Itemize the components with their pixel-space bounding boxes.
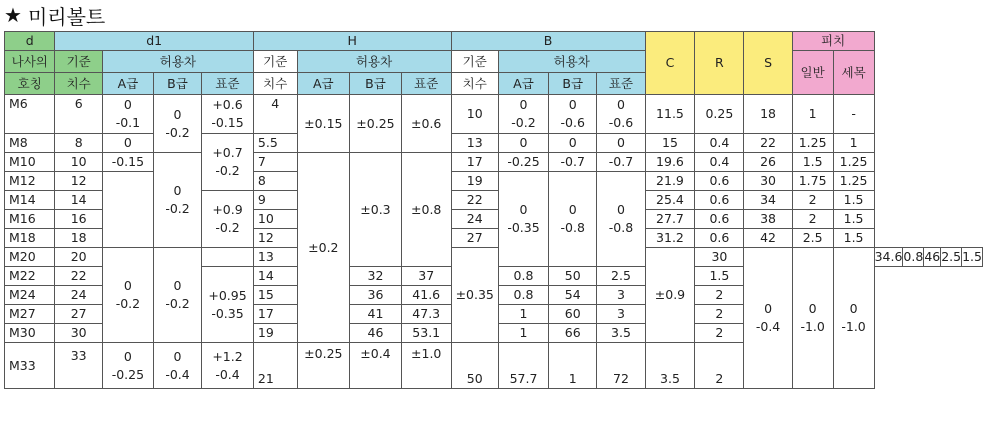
header-s: S [744,32,792,95]
cell-h-std: ±0.8 [401,153,451,267]
cell-s: 30 [744,172,792,191]
cell-d1-basic: 22 [55,267,102,286]
header-r: R [695,32,744,95]
cell-c: 15 [645,134,695,153]
cell-h-basic: 17 [253,305,297,324]
cell-pitch-fine: 1.25 [833,153,874,172]
cell-pitch-fine: - [833,95,874,134]
header-d1-gijun-1: 기준 [55,51,102,73]
cell-pitch-fine: 1.5 [833,229,874,248]
cell-c: 21.9 [645,172,695,191]
header-nasa-1: 나사의 [5,51,55,73]
cell-designation: M10 [5,153,55,172]
cell-d1-std: +0.6 -0.15 [202,95,254,134]
cell-b-basic: 19 [451,172,498,191]
header-b-gijun-1: 기준 [451,51,498,73]
cell-designation: M30 [5,324,55,343]
cell-b-a: 0 -0.35 [498,172,548,267]
cell-r: 0.25 [695,95,744,134]
cell-s: 42 [744,229,792,248]
header-h-a: A급 [297,73,350,95]
cell-b-std: 0 -0.6 [597,95,645,134]
cell-d1-basic: 20 [55,248,102,267]
cell-b-b: 0 [549,134,597,153]
cell-s: 54 [549,286,597,305]
cell-h-basic: 9 [253,191,297,210]
header-b-std: 표준 [597,73,645,95]
cell-designation: M16 [5,210,55,229]
header-b-tolerance: 허용차 [498,51,645,73]
cell-h-std: ±1.0 [401,343,451,389]
cell-s: 38 [744,210,792,229]
cell-pitch-normal: 2 [792,210,833,229]
cell-pitch-normal: 2.5 [792,229,833,248]
cell-s: 22 [744,134,792,153]
cell-pitch-fine: 2 [695,324,744,343]
header-d1-std: 표준 [202,73,254,95]
cell-h-basic: 19 [253,324,297,343]
cell-h-a: ±0.2 [297,153,350,343]
cell-pitch-normal: 3 [597,305,645,324]
title-text: 미리볼트 [27,4,106,29]
cell-s: 34 [744,191,792,210]
cell-designation: M8 [5,134,55,153]
cell-r: 0.6 [695,191,744,210]
cell-b-std: 0 -0.8 [597,172,645,267]
cell-designation: M12 [5,172,55,191]
header-h: H [253,32,451,51]
cell-d1-b: 0 -0.4 [153,343,201,389]
cell-h-a: ±0.15 [297,95,350,153]
cell-h-basic: 15 [253,286,297,305]
header-d1-a: A급 [102,73,153,95]
cell-pitch-fine: 2 [695,286,744,305]
cell-b-a: 0 -0.4 [744,248,792,389]
header-b-a: A급 [498,73,548,95]
cell-r: 1 [549,343,597,389]
cell-pitch-normal: 3 [597,286,645,305]
cell-designation: M18 [5,229,55,248]
cell-pitch-fine: 1.5 [962,248,983,267]
cell-d1-a: 0 -0.2 [102,248,153,343]
cell-b-b: 0 -0.8 [549,172,597,267]
cell-c: 11.5 [645,95,695,134]
cell-designation: M14 [5,191,55,210]
header-h-b: B급 [350,73,402,95]
cell-h-basic: 7 [253,153,297,172]
cell-c: 53.1 [401,324,451,343]
cell-r: 0.6 [695,229,744,248]
cell-r: 0.6 [695,210,744,229]
cell-d1-b: 0 -0.2 [153,153,201,248]
cell-pitch-normal: 1.75 [792,172,833,191]
cell-s: 66 [549,324,597,343]
header-h-gijun-2: 치수 [253,73,297,95]
cell-c: 57.7 [498,343,548,389]
cell-pitch-normal: 1.25 [792,134,833,153]
cell-d1-a: -0.15 [102,153,153,172]
cell-pitch-fine: 2 [695,305,744,324]
cell-h-basic: 4 [253,95,297,134]
cell-h-basic: 10 [253,210,297,229]
cell-c: 41.6 [401,286,451,305]
cell-b-b: 0 -0.6 [549,95,597,134]
cell-designation: M20 [5,248,55,267]
cell-designation: M33 [5,343,55,389]
cell-h-b: ±0.35 [451,248,498,343]
cell-designation: M6 [5,95,55,134]
cell-b-std: 0 -1.0 [833,248,874,389]
cell-designation: M27 [5,305,55,324]
cell-b-b: 0 -1.0 [792,248,833,389]
cell-pitch-normal: 1.5 [792,153,833,172]
cell-d1-b: 0 -0.2 [153,95,201,153]
cell-r: 1 [498,305,548,324]
cell-c: 47.3 [401,305,451,324]
header-d1-gijun-2: 치수 [55,73,102,95]
header-b-b: B급 [549,73,597,95]
cell-pitch-fine: 2 [695,343,744,389]
cell-r: 0.4 [695,134,744,153]
star-icon: ★ [4,3,22,27]
bolt-spec-table [4,31,983,389]
header-nasa-2: 호칭 [5,73,55,95]
cell-d1-a: 0 -0.25 [102,343,153,389]
cell-d1-basic: 24 [55,286,102,305]
cell-d1-basic: 10 [55,153,102,172]
cell-r: 0.6 [695,172,744,191]
cell-b-basic: 41 [350,305,402,324]
cell-c: 25.4 [645,191,695,210]
cell-b-basic: 13 [451,134,498,153]
cell-b-std: 0 [597,134,645,153]
cell-s: 72 [597,343,645,389]
cell-d1-basic: 14 [55,191,102,210]
header-b-gijun-2: 치수 [451,73,498,95]
cell-b-basic: 30 [695,248,744,267]
cell-s: 46 [924,248,941,267]
cell-s: 26 [744,153,792,172]
cell-b-basic: 10 [451,95,498,134]
cell-designation: M22 [5,267,55,286]
cell-pitch-fine: 1.5 [833,191,874,210]
cell-h-std: ±0.6 [401,95,451,153]
cell-b-basic: 17 [451,153,498,172]
cell-c: 19.6 [645,153,695,172]
cell-d1-basic: 18 [55,229,102,248]
cell-pitch-normal: 2.5 [597,267,645,286]
cell-d1-b: 0 -0.2 [153,248,201,343]
cell-d1-basic: 6 [55,95,102,134]
cell-d1-basic: 33 [55,343,102,389]
header-h-gijun-1: 기준 [253,51,297,73]
cell-d1-a [102,172,153,248]
header-h-tolerance: 허용차 [297,51,451,73]
cell-pitch-normal: 1 [792,95,833,134]
cell-d1-basic: 30 [55,324,102,343]
cell-h-basic: 21 [253,343,297,389]
cell-s: 60 [549,305,597,324]
cell-b-basic: 27 [451,229,498,248]
cell-h-basic: 5.5 [253,134,297,153]
header-h-std: 표준 [401,73,451,95]
cell-pitch-fine: 1.5 [833,210,874,229]
cell-r: 0.8 [498,286,548,305]
cell-b-basic: 36 [350,286,402,305]
cell-d1-std: +1.2 -0.4 [202,343,254,389]
header-d1-tolerance: 허용차 [102,51,253,73]
cell-b-basic: 32 [350,267,402,286]
cell-h-basic: 12 [253,229,297,248]
cell-d1-basic: 12 [55,172,102,191]
cell-d1-basic: 27 [55,305,102,324]
cell-designation: M24 [5,286,55,305]
cell-d1-a: 0 [102,134,153,153]
cell-d1-a: 0 -0.1 [102,95,153,134]
page-title [4,0,105,30]
cell-c: 31.2 [645,229,695,248]
cell-d1-std: +0.9 -0.2 [202,191,254,248]
cell-pitch-fine: 1 [833,134,874,153]
cell-d1-basic: 16 [55,210,102,229]
cell-pitch-normal: 2.5 [941,248,962,267]
cell-b-a: -0.25 [498,153,548,172]
cell-pitch-fine: 1.25 [833,172,874,191]
cell-r: 1 [498,324,548,343]
header-c: C [645,32,695,95]
cell-h-basic: 13 [253,248,297,267]
header-pitch: 피치 [792,32,874,51]
header-d1: d1 [55,32,253,51]
cell-d1-std: +0.95 -0.35 [202,267,254,343]
cell-pitch-fine: 1.5 [695,267,744,286]
cell-b-std: -0.7 [597,153,645,172]
cell-r: 0.4 [695,153,744,172]
header-d1-b: B급 [153,73,201,95]
cell-s: 50 [549,267,597,286]
cell-d1-std: +0.7 -0.2 [202,134,254,191]
header-d: d [5,32,55,51]
cell-h-b: ±0.4 [350,343,402,389]
cell-h-std: ±0.9 [645,248,695,343]
cell-c: 34.6 [874,248,903,267]
cell-pitch-normal: 3.5 [645,343,695,389]
cell-pitch-normal: 3.5 [597,324,645,343]
header-pitch-normal: 일반 [792,51,833,95]
header-pitch-fine: 세목 [833,51,874,95]
cell-b-a: 0 [498,134,548,153]
cell-b-basic: 50 [451,343,498,389]
cell-d1-std-empty [202,248,254,267]
cell-b-basic: 22 [451,191,498,210]
cell-h-b: ±0.25 [350,95,402,153]
cell-b-a: 0 -0.2 [498,95,548,134]
cell-r: 0.8 [498,267,548,286]
cell-h-basic: 14 [253,267,297,286]
cell-c: 37 [401,267,451,286]
cell-pitch-normal: 2 [792,191,833,210]
cell-c: 27.7 [645,210,695,229]
header-b: B [451,32,645,51]
cell-d1-basic: 8 [55,134,102,153]
cell-b-basic: 46 [350,324,402,343]
cell-h-basic: 8 [253,172,297,191]
cell-s: 18 [744,95,792,134]
cell-h-a: ±0.25 [297,343,350,389]
cell-h-b: ±0.3 [350,153,402,267]
cell-r: 0.8 [903,248,924,267]
cell-b-basic: 24 [451,210,498,229]
cell-b-b: -0.7 [549,153,597,172]
